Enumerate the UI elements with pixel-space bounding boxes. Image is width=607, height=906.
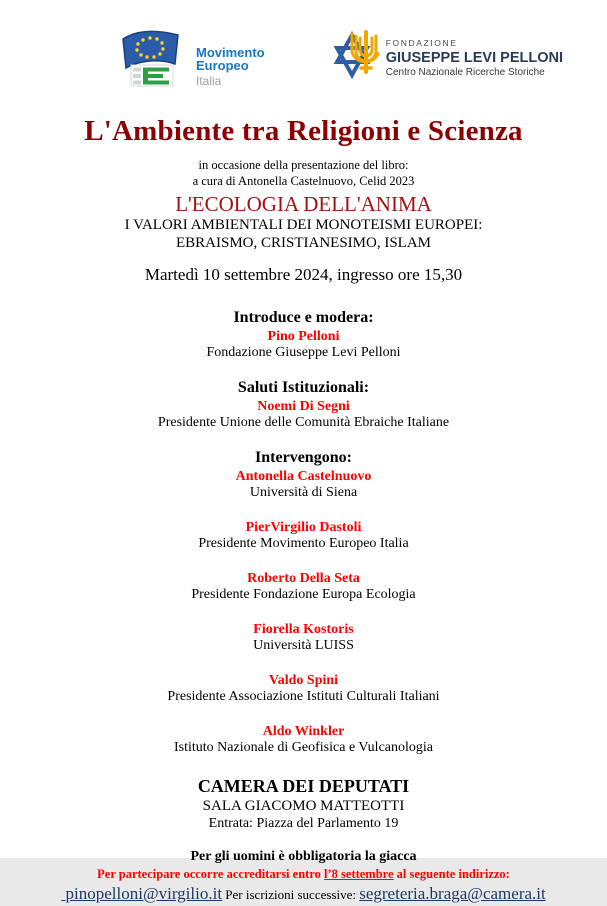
- speaker-name: Pino Pelloni: [267, 329, 340, 344]
- event-date-line: Martedì 10 settembre 2024, ingresso ore 15,30: [144, 265, 463, 284]
- speaker-name: Antonella Castelnuovo: [235, 469, 372, 484]
- speaker-name: Roberto Della Seta: [247, 571, 360, 586]
- book-subtitle-line1: I VALORI AMBIENTALI DEI MONOTEISMI EUROPEI:: [124, 217, 483, 233]
- section-heading: Intervengono:: [255, 449, 352, 466]
- section-heading: Introduce e modera:: [233, 309, 374, 326]
- footer-block: [0, 848, 607, 906]
- speaker-name: Noemi Di Segni: [257, 399, 350, 414]
- registration-notice: [0, 866, 607, 882]
- book-subtitle-line2: EBRAISMO, CRISTIANESIMO, ISLAM: [175, 234, 432, 251]
- speaker-entry: [0, 520, 607, 552]
- speaker-name: PierVirgilio Dastoli: [245, 520, 362, 535]
- logo-text-giuseppe-levi-pelloni: GIUSEPPE LEVI PELLONI: [385, 49, 563, 66]
- speaker-role: Presidente Movimento Europeo Italia: [198, 536, 409, 551]
- logo-header: [0, 0, 607, 93]
- program-section-intervengono: [0, 449, 607, 756]
- logo-text-italia: Italia: [196, 73, 222, 88]
- book-title: L'ECOLOGIA DELL'ANIMA: [175, 192, 432, 216]
- speaker-entry: [0, 571, 607, 603]
- speaker-entry: [0, 469, 607, 501]
- logo-text-fondazione: FONDAZIONE: [385, 38, 458, 49]
- speaker-entry: [0, 622, 607, 654]
- book-intro-line1: in occasione della presentazione del libro:: [198, 158, 409, 172]
- speaker-role: Fondazione Giuseppe Levi Pelloni: [206, 345, 401, 360]
- registration-deadline: l’8 settembre: [324, 867, 394, 881]
- logo-text-movimento: Movimento: [196, 44, 265, 60]
- book-presentation-block: [0, 157, 607, 252]
- section-heading: Saluti Istituzionali:: [237, 379, 370, 396]
- program-section-introduce: [0, 309, 607, 361]
- venue-block: [0, 775, 607, 832]
- speaker-entry: [0, 724, 607, 756]
- speaker-role: Presidente Unione delle Comunità Ebraiche Italiane: [157, 415, 450, 430]
- registration-notice-pre: Per partecipare occorre accreditarsi entro: [97, 867, 325, 881]
- speaker-entry: [0, 399, 607, 431]
- speaker-role: Università di Siena: [249, 485, 358, 500]
- logo-text-europeo: Europeo: [196, 58, 249, 74]
- book-intro-line2: a cura di Antonella Castelnuovo, Celid 2023: [192, 174, 415, 188]
- fondazione-wordmark: [386, 37, 563, 78]
- star-of-david-menorah-icon: [333, 26, 379, 89]
- registration-notice-post: al seguente indirizzo:: [393, 867, 510, 881]
- venue-entrance: Entrata: Piazza del Parlamento 19: [208, 816, 399, 831]
- later-registration-text: Per iscrizioni successive:: [222, 887, 360, 902]
- page-title: L'Ambiente tra Religioni e Scienza: [84, 115, 523, 147]
- movimento-europeo-wordmark: [196, 32, 265, 88]
- speaker-name: Valdo Spini: [268, 673, 339, 688]
- logo-text-centro-ricerche: Centro Nazionale Ricerche Storiche: [385, 66, 545, 78]
- dress-code-note: Per gli uomini è obbligatoria la giacca: [190, 849, 417, 864]
- eu-flag-icon: [116, 26, 188, 93]
- movimento-europeo-logo: [116, 26, 265, 93]
- registration-email-link[interactable]: pinopelloni@virgilio.it: [65, 884, 223, 903]
- speaker-role: Presidente Associazione Istituti Culturali Italiani: [167, 689, 440, 704]
- fondazione-levi-pelloni-logo: [333, 26, 563, 89]
- speaker-name: Aldo Winkler: [262, 724, 345, 739]
- program-list: [0, 309, 607, 756]
- speaker-role: Presidente Fondazione Europa Ecologia: [191, 587, 416, 602]
- secretariat-email-link[interactable]: segreteria.braga@camera.it: [359, 884, 546, 903]
- program-section-saluti: [0, 379, 607, 431]
- speaker-entry: [0, 673, 607, 705]
- venue-name: CAMERA DEI DEPUTATI: [197, 776, 410, 796]
- contact-line: [0, 883, 607, 906]
- venue-room: SALA GIACOMO MATTEOTTI: [202, 798, 405, 814]
- speaker-name: Fiorella Kostoris: [253, 622, 354, 637]
- speaker-role: Università LUISS: [253, 638, 354, 653]
- speaker-entry: [0, 329, 607, 361]
- speaker-role: Istituto Nazionale di Geofisica e Vulcanologia: [174, 740, 433, 755]
